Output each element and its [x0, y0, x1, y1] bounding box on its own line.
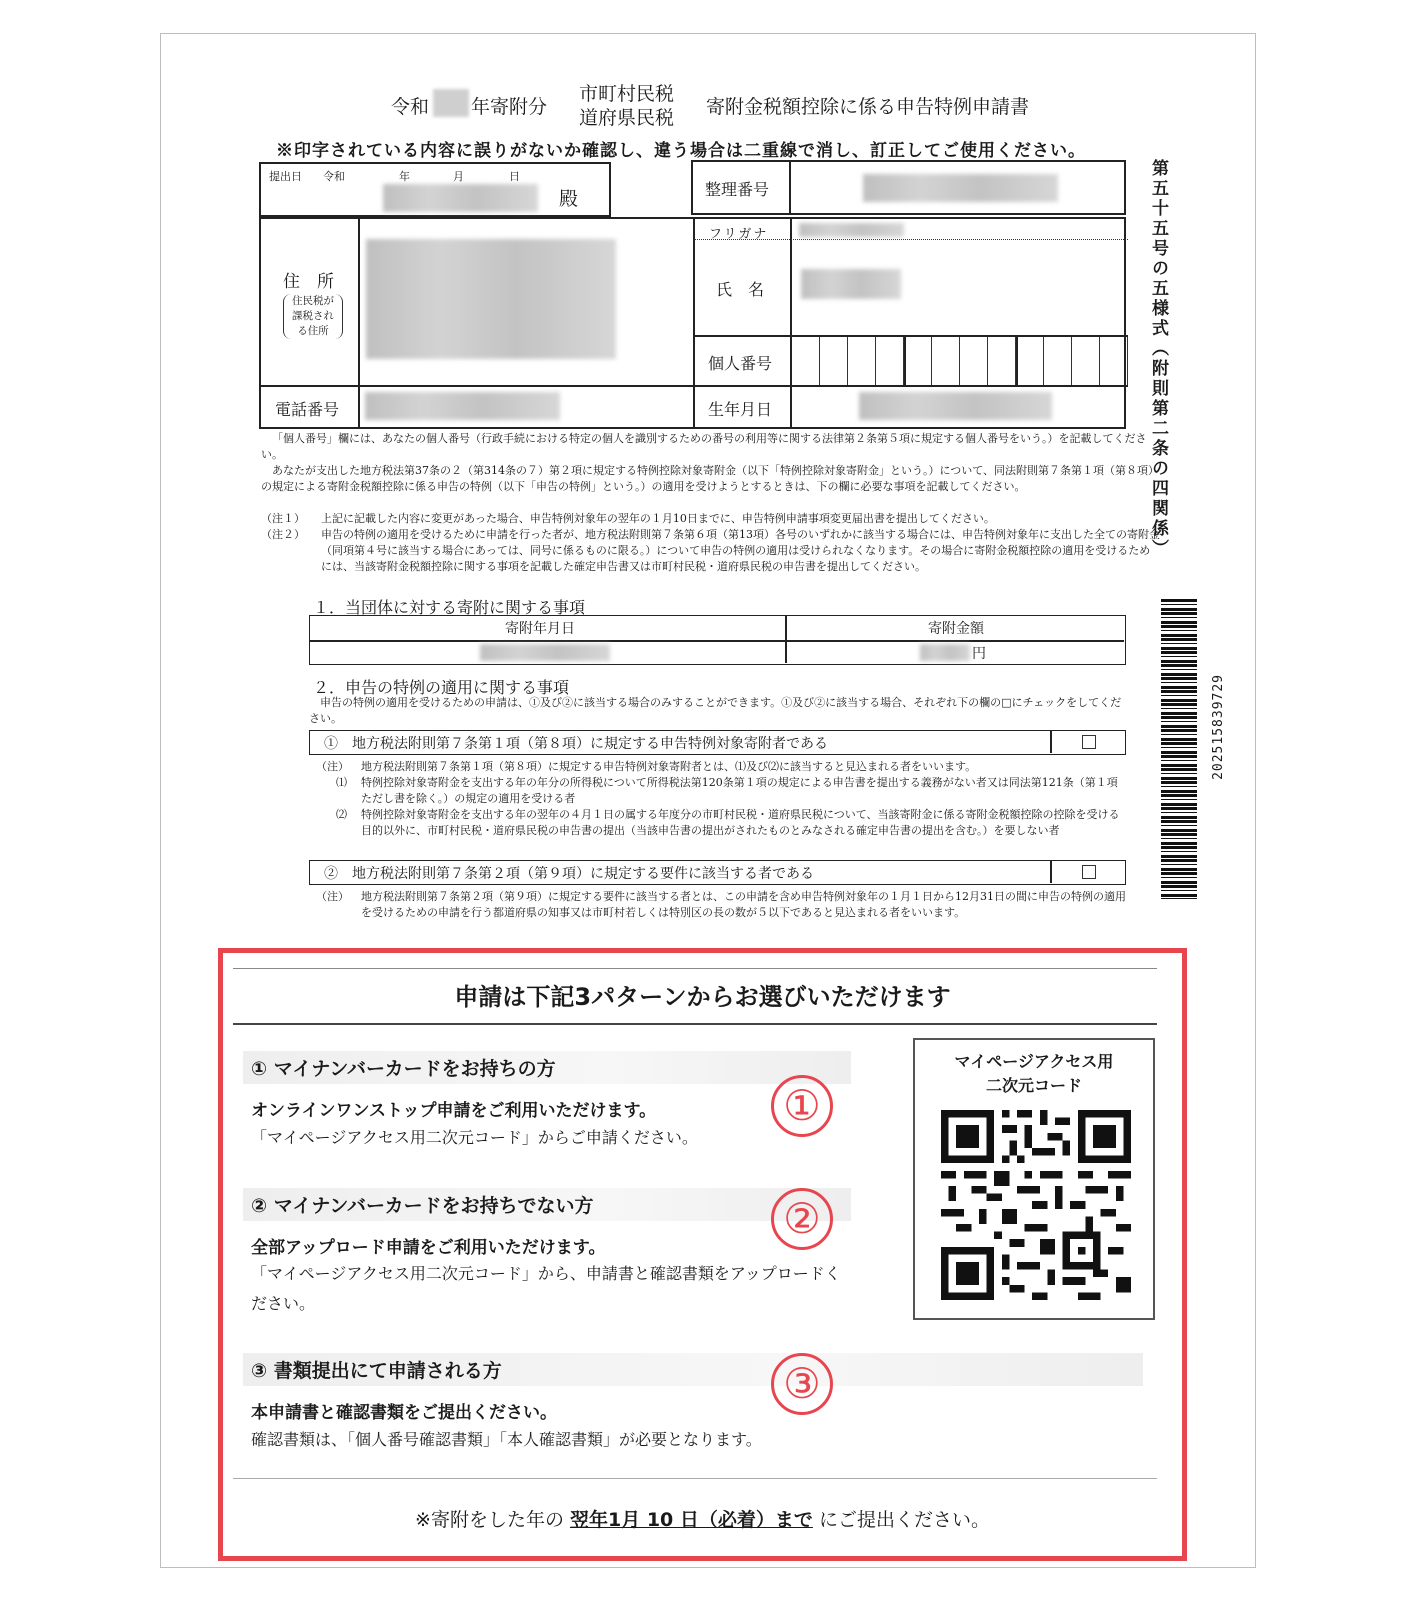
note-item1-tag: （注） [316, 760, 349, 773]
note-item1b-tag: ⑵ [336, 808, 347, 821]
address-sublabel: 住民税が課税される住所 [283, 294, 343, 339]
section2-title: ２．申告の特例の適用に関する事項 [313, 678, 570, 697]
seiri-redacted [863, 174, 1058, 202]
item1-text: ① 地方税法附則第７条第１項（第８項）に規定する申告特例対象寄附者である [324, 736, 828, 752]
col-donation-amount: 寄附金額 [928, 621, 984, 637]
barcode-number: 2025158397​29 [1211, 674, 1226, 780]
personal-info-box [259, 217, 1126, 429]
paragraph-2: あなたが支出した地方税法第37条の２（第314条の７）第２項に規定する特例控除対象寄附金（以下「特例控除対象寄附金」という。）について、同法附則第７条第１項（第８項）の規定による寄附金税額控除に係る申告の特例（以下「申告の特例」という。）の適用を受けようとするときは、下の欄に必要な事項を記載してください。 [261, 464, 1160, 493]
submit-month-label: 月 [453, 170, 464, 183]
header-tax-prefectural: 道府県民税 [579, 107, 675, 129]
note-1-tag: （注１） [261, 512, 305, 525]
donation-date-redacted [480, 644, 610, 661]
note-item1 [316, 759, 1126, 775]
furigana-label: フリガナ [709, 227, 769, 242]
item2-checkbox[interactable] [1082, 865, 1096, 879]
kojin-number-boxes[interactable] [792, 337, 1128, 385]
furigana-redacted [799, 223, 904, 237]
item1-row [309, 730, 1126, 755]
form-title: 寄附金税額控除に係る申告特例申請書 [706, 96, 1030, 118]
kojin-number-label: 個人番号 [708, 354, 773, 373]
section2-intro: 申告の特例の適用を受けるための申請は、①及び②に該当する場合のみすることができます。①及び②に該当する場合、それぞれ下の欄の□にチェックをしてください。 [309, 696, 1122, 725]
note-2-tag: （注２） [261, 528, 305, 541]
option3-bold: 本申請書と確認書類をご提出ください。 [251, 1403, 557, 1423]
option1-bold: オンラインワンストップ申請をご利用いただけます。 [251, 1101, 657, 1121]
correction-notice: ※印字されている内容に誤りがないか確認し、違う場合は二重線で消し、訂正してご使用ください。 [276, 141, 1086, 161]
note-item1-text: 地方税法附則第７条第１項（第８項）に規定する申告特例対象寄附者とは、⑴及び⑵に該当すると見込まれる者をいいます。 [361, 760, 977, 773]
application-options-panel [218, 948, 1187, 1561]
note-item2-tag: （注） [316, 890, 349, 903]
note-item2 [316, 889, 1126, 921]
submit-date-label: 提出日 [269, 170, 302, 183]
donation-table [309, 615, 1126, 665]
deadline-date: 翌年1月 10 日（必着）まで [570, 1509, 813, 1531]
option2-bold: 全部アップロード申請をご利用いただけます。 [251, 1238, 606, 1258]
option2-circle: ② [771, 1188, 833, 1250]
note-item1a-tag: ⑴ [336, 776, 347, 789]
paragraph-1: 「個人番号」欄には、あなたの個人番号（行政手続における特定の個人を識別するための番号の利用等に関する法律第２条第５項に規定する個人番号をいう。）を記載してください。 [261, 432, 1147, 461]
barcode [1161, 599, 1197, 899]
section1-title: １．当団体に対する寄附に関する事項 [313, 598, 586, 617]
submit-reiwa-label: 令和 [323, 170, 345, 183]
address-label: 住 所 [283, 272, 334, 292]
deadline-suffix: にご提出ください。 [818, 1509, 990, 1531]
note-1 [261, 511, 1161, 527]
birth-redacted [859, 392, 1052, 420]
address-redacted [366, 239, 616, 359]
recipient-redacted [383, 184, 538, 212]
name-label: 氏 名 [716, 280, 765, 299]
submit-day-label: 日 [509, 170, 520, 183]
note-2 [261, 527, 1161, 575]
note-item1b [336, 807, 1126, 839]
form-sheet [160, 33, 1256, 1568]
note-item2-text: 地方税法附則第７条第２項（第９項）に規定する要件に該当する者とは、この申請を含め申告特例対象年の１月１日から12月31日の間に申告の特例の適用を受けるための申請を行う都道府県の知事又は市町村若しくは特別区の長の数が５以下であると見込まれる者をいいます。 [361, 890, 1126, 919]
option1-circle: ① [771, 1075, 833, 1137]
note-2-text: 申告の特例の適用を受けるために申請を行った者が、地方税法附則第７条第６項（第13項）各号のいずれかに該当する場合には、申告特例対象年に支出した全ての寄附金（同項第４号に該当する場合にあっては、同号に係るものに限る。）について申告の特例の適用は受けられなくなります。その場合に寄附金税額控除の適用を受けるためには、当該寄附金税額控除に関する事項を記載した確定申告書又は市町村民税・道府県民税の申告書を提出してください。 [321, 528, 1160, 573]
note-item1a-text: 特例控除対象寄附金を支出する年の年分の所得税について所得税法第120条第１項の規定による申告書を提出する義務がない者又は同法第121条（第１項ただし書を除く。）の規定の適用を受ける者 [361, 776, 1118, 805]
name-redacted [801, 269, 901, 299]
item1-checkbox[interactable] [1082, 735, 1096, 749]
submit-date-box [259, 162, 611, 217]
option3-text: 確認書類は、「個人番号確認書類」「本人確認書類」が必要となります。 [251, 1430, 762, 1449]
submit-year-label: 年 [399, 170, 410, 183]
phone-label: 電話番号 [275, 400, 340, 419]
seiri-box [691, 160, 1126, 215]
yen-label: 円 [972, 646, 986, 662]
dono-label: 殿 [559, 188, 579, 210]
birth-label: 生年月日 [708, 400, 773, 419]
item2-text: ② 地方税法附則第７条第２項（第９項）に規定する要件に該当する者である [324, 866, 814, 882]
option1-heading: ① マイナンバーカードをお持ちの方 [243, 1051, 851, 1084]
option3-circle: ③ [771, 1353, 833, 1415]
donation-amount-redacted [920, 644, 970, 661]
option2-text: 「マイページアクセス用二次元コード」から、申請書と確認書類をアップロードください。 [251, 1264, 841, 1313]
col-donation-date: 寄附年月日 [505, 621, 575, 637]
option1-text: 「マイページアクセス用二次元コード」からご申請ください。 [251, 1128, 698, 1147]
header-reiwa: 令和 [391, 96, 430, 118]
note-item1a [336, 775, 1126, 807]
seiri-label: 整理番号 [705, 180, 770, 199]
form-number-vertical: 第五十五号の五様式（附則第二条の四関係） [1148, 159, 1168, 559]
phone-redacted [365, 392, 560, 420]
option3-heading: ③ 書類提出にて申請される方 [243, 1353, 1143, 1386]
qr-box [913, 1038, 1155, 1320]
panel-title: 申請は下記3パターンからお選びいただけます [454, 983, 951, 1011]
header-year-donation: 年寄附分 [471, 96, 548, 118]
item2-row [309, 860, 1126, 885]
qr-code-icon[interactable] [941, 1110, 1131, 1300]
header-tax-municipal: 市町村民税 [579, 83, 675, 105]
note-1-text: 上記に記載した内容に変更があった場合、申告特例対象年の翌年の１月10日までに、申告特例申請事項変更届出書を提出してください。 [321, 512, 995, 525]
deadline-note [223, 1505, 1182, 1532]
year-redacted [433, 89, 469, 117]
note-item1b-text: 特例控除対象寄附金を支出する年の翌年の４月１日の属する年度分の市町村民税・道府県民税について、当該寄附金に係る寄附金税額控除の控除を受ける目的以外に、市町村民税・道府県民税の申告書の提出（当該申告書の提出がされたものとみなされる確定申告書の提出を含む。）を要しない者 [361, 808, 1120, 837]
deadline-prefix: ※寄附をした年の [415, 1509, 564, 1531]
qr-label: マイページアクセス用 二次元コード [954, 1052, 1114, 1095]
option2-heading: ② マイナンバーカードをお持ちでない方 [243, 1188, 851, 1221]
